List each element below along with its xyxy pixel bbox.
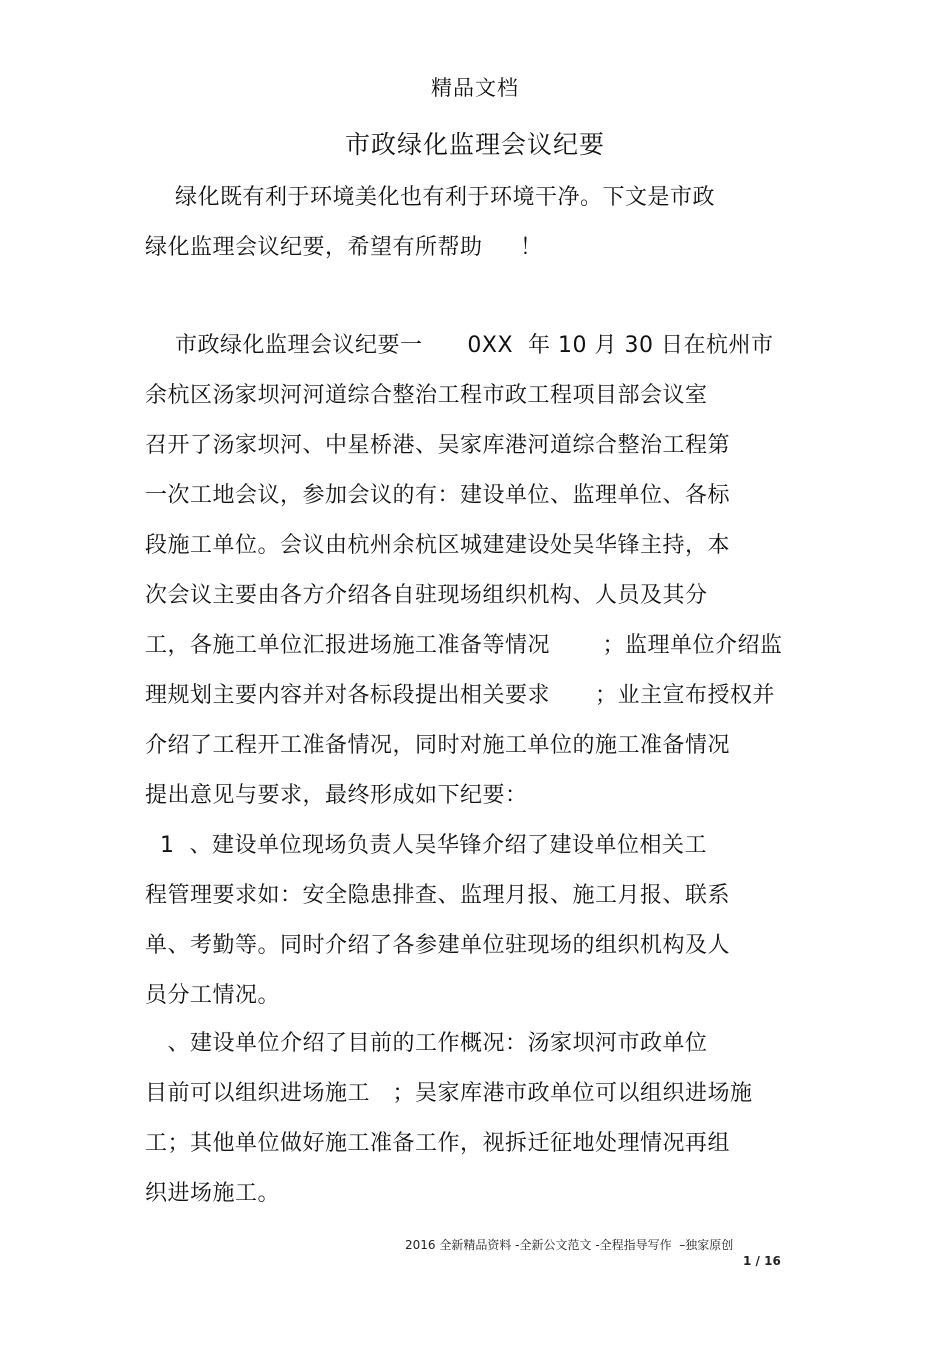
document-title: 市政绿化监理会议纪要 — [344, 130, 605, 159]
body-line: 织进场施工。 — [145, 1181, 281, 1206]
body-line: 员分工情况。 — [145, 983, 281, 1008]
body-line: 工；其他单位做好施工准备工作，视拆迁征地处理情况再组 — [145, 1131, 731, 1156]
body-line: 余杭区汤家坝河河道综合整治工程市政工程项目部会议室 — [145, 383, 708, 408]
body-line: 次会议主要由各方介绍各自驻现场组织机构、人员及其分 — [145, 583, 708, 608]
page-footer: 2016 全新精品资料 -全新公文范文 -全程指导写作 –独家原创 — [405, 1238, 734, 1252]
page-header: 精品文档 — [431, 76, 519, 100]
body-line: 市政绿化监理会议纪要一 0XX 年 10 月 30 日在杭州市 — [145, 333, 774, 358]
body-line: 目前可以组织进场施工 ；吴家库港市政单位可以组织进场施 — [145, 1081, 753, 1106]
body-line: 理规划主要内容并对各标段提出相关要求 ；业主宣布授权并 — [145, 683, 775, 708]
body-line: 、建设单位介绍了目前的工作概况：汤家坝河市政单位 — [145, 1031, 708, 1056]
body-line: 一次工地会议，参加会议的有：建设单位、监理单位、各标 — [145, 483, 731, 508]
body-line: 1 、建设单位现场负责人吴华锋介绍了建设单位相关工 — [145, 833, 707, 858]
body-line: 单、考勤等。同时介绍了各参建单位驻现场的组织机构及人 — [145, 933, 731, 958]
body-line: 程管理要求如：安全隐患排查、监理月报、施工月报、联系 — [145, 883, 731, 908]
page-number: 1 / 16 — [743, 1254, 781, 1268]
body-line: 绿化监理会议纪要，希望有所帮助 ！ — [145, 235, 543, 260]
body-line: 绿化既有利于环境美化也有利于环境干净。下文是市政 — [145, 185, 715, 210]
body-line: 工，各施工单位汇报进场施工准备等情况 ；监理单位介绍监 — [145, 633, 783, 658]
body-line: 段施工单位。会议由杭州余杭区城建建设处吴华锋主持，本 — [145, 533, 731, 558]
body-line: 提出意见与要求，最终形成如下纪要： — [145, 783, 528, 808]
body-line: 召开了汤家坝河、中星桥港、吴家库港河道综合整治工程第 — [145, 433, 731, 458]
body-line: 介绍了工程开工准备情况，同时对施工单位的施工准备情况 — [145, 733, 731, 758]
